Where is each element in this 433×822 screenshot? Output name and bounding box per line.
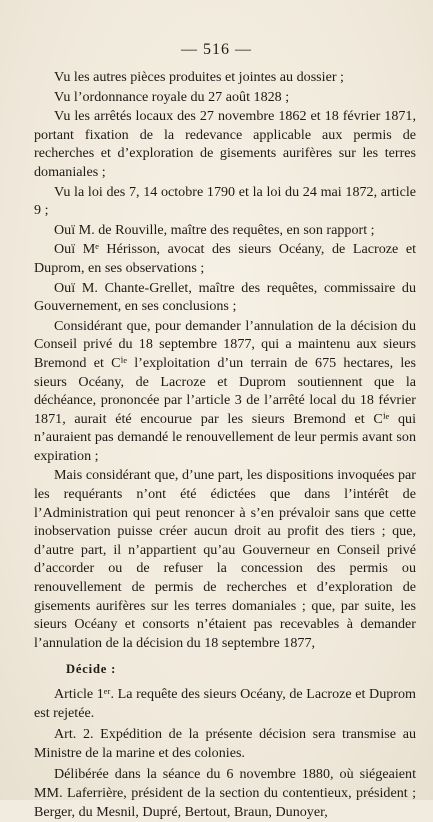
paragraph-oui-avocat: Ouï Mᵉ Hérisson, avocat des sieurs Océany, de Lacroze et Duprom, en ses observations ; bbox=[34, 241, 416, 276]
paragraph-vu-ordonnance: Vu l’ordonnance royale du 27 août 1828 ; bbox=[54, 88, 290, 105]
paragraph-mais-considerant: Mais considérant que, d’une part, les dispositions invoquées par les requérants n’ont été édictées que dans l’intérêt de l’Administration qui peut renoncer à s’en prévaloir sans que cette inobservation puisse créer aucun droit au profit des tiers ; que, d’autre part, il n’appartient qu’au Gouverneur en Conseil privé d’accorder ou de refuser la concession des permis ou renouvellement de permis de recherches et d’exploration de gisements aurifères sur les terres domaniales ; que, par suite, les sieurs Océany et consorts n’étaient pas recevables à demander l’annulation de la décision du 18 septembre 1877, bbox=[34, 467, 416, 651]
paragraph-oui-commissaire: Ouï M. Chante-Grellet, maître des requêtes, commissaire du Gouvernement, en ses conclusions ; bbox=[34, 279, 416, 315]
paragraph-deliberee: Délibérée dans la séance du 6 novembre 1880, où siégeaient MM. Laferrière, président de la section du contentieux, président ; Berger, du Mesnil, Dupré, Bertout, Braun, Dunoyer, bbox=[34, 766, 416, 820]
paragraph-vu-arretes: Vu les arrêtés locaux des 27 novembre 1862 et 18 février 1871, portant fixation de la redevance applicable aux permis de recherches et d’exploration de gisements aurifères sur les terres domaniales ; bbox=[34, 108, 416, 180]
paragraph-article-1: Article 1ᵉʳ. La requête des sieurs Océany, de Lacroze et Duprom est rejetée. bbox=[34, 686, 416, 721]
paragraph-vu-pieces: Vu les autres pièces produites et jointes au dossier ; bbox=[54, 69, 344, 85]
decision-heading: Décide : bbox=[66, 662, 117, 677]
paragraph-vu-loi: Vu la loi des 7, 14 octobre 1790 et la loi du 24 mai 1872, article 9 ; bbox=[34, 183, 416, 219]
paragraph-oui-rapporteur: Ouï M. de Rouville, maître des requêtes, en son rapport ; bbox=[54, 221, 375, 238]
page-number: — 516 — bbox=[181, 41, 252, 58]
paragraph-considerant: Considérant que, pour demander l’annulation de la décision du Conseil privé du 18 septembre 1877, qui a maintenu aux sieurs Bremond et Cⁱᵉ l’exploitation d’un terrain de 675 hectares, les sieurs Océany, de Lacroze et Duprom soutiennent que la déchéance, prononcée par l’article 3 de l’arrêté local du 18 février 1871, aurait été encourue par les sieurs Bremond et Cⁱᵉ qui n’auraient pas demandé le renouvellement de leur permis avant son expiration ; bbox=[34, 317, 416, 464]
document-body bbox=[34, 68, 416, 822]
paragraph-article-2: Art. 2. Expédition de la présente décision sera transmise au Ministre de la marine et des colonies. bbox=[34, 726, 416, 761]
